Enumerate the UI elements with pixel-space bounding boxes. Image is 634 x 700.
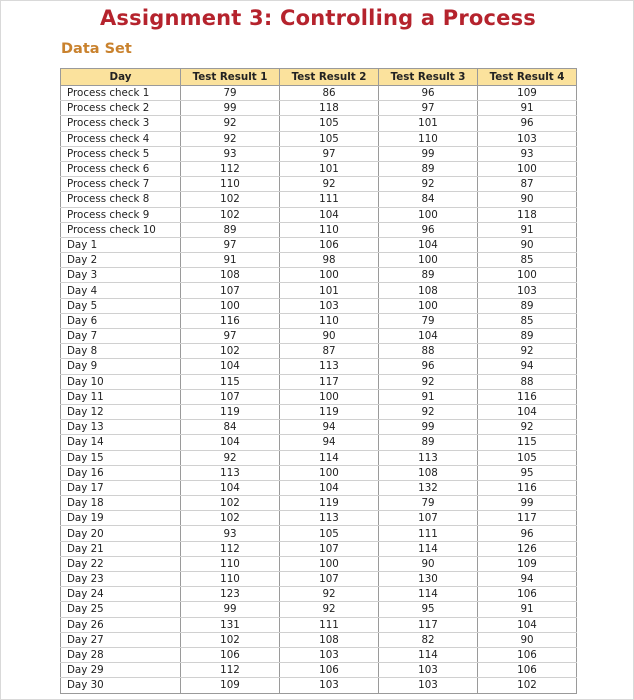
- test-result-1-cell: 97: [181, 237, 280, 252]
- test-result-1-cell: 113: [181, 465, 280, 480]
- test-result-1-cell: 109: [181, 678, 280, 693]
- test-result-2-cell: 105: [280, 131, 379, 146]
- table-row: [61, 222, 577, 237]
- test-result-2-cell: 100: [280, 556, 379, 571]
- table-row: [61, 298, 577, 313]
- test-result-3-cell: 114: [379, 587, 478, 602]
- test-result-3-cell: 111: [379, 526, 478, 541]
- test-result-2-cell: 107: [280, 541, 379, 556]
- test-result-4-cell: 94: [478, 572, 577, 587]
- table-row: [61, 511, 577, 526]
- table-row: [61, 268, 577, 283]
- test-result-2-cell: 106: [280, 663, 379, 678]
- test-result-2-cell: 106: [280, 237, 379, 252]
- test-result-4-cell: 91: [478, 602, 577, 617]
- test-result-4-cell: 85: [478, 313, 577, 328]
- test-result-4-cell: 85: [478, 253, 577, 268]
- table-row: [61, 146, 577, 161]
- table-row: [61, 389, 577, 404]
- test-result-2-cell: 118: [280, 101, 379, 116]
- test-result-1-cell: 93: [181, 146, 280, 161]
- test-result-3-cell: 114: [379, 541, 478, 556]
- test-result-4-cell: 115: [478, 435, 577, 450]
- test-result-3-cell: 79: [379, 313, 478, 328]
- test-result-2-cell: 114: [280, 450, 379, 465]
- table-row: [61, 313, 577, 328]
- test-result-1-cell: 116: [181, 313, 280, 328]
- test-result-3-cell: 96: [379, 359, 478, 374]
- day-cell: Day 6: [61, 313, 181, 328]
- test-result-1-cell: 104: [181, 435, 280, 450]
- test-result-1-cell: 106: [181, 647, 280, 662]
- test-result-1-cell: 123: [181, 587, 280, 602]
- test-result-4-cell: 118: [478, 207, 577, 222]
- table-header-row: [61, 69, 577, 86]
- test-result-1-cell: 91: [181, 253, 280, 268]
- test-result-2-cell: 97: [280, 146, 379, 161]
- day-cell: Day 24: [61, 587, 181, 602]
- test-result-3-cell: 103: [379, 663, 478, 678]
- header-test-result-4: Test Result 4: [478, 69, 577, 86]
- day-cell: Day 29: [61, 663, 181, 678]
- table-row: [61, 480, 577, 495]
- test-result-4-cell: 100: [478, 161, 577, 176]
- test-result-2-cell: 113: [280, 511, 379, 526]
- test-result-3-cell: 79: [379, 496, 478, 511]
- test-result-2-cell: 94: [280, 435, 379, 450]
- test-result-1-cell: 110: [181, 177, 280, 192]
- table-row: [61, 86, 577, 101]
- day-cell: Day 18: [61, 496, 181, 511]
- test-result-3-cell: 88: [379, 344, 478, 359]
- test-result-2-cell: 92: [280, 602, 379, 617]
- table-row: [61, 207, 577, 222]
- test-result-4-cell: 94: [478, 359, 577, 374]
- day-cell: Day 16: [61, 465, 181, 480]
- table-row: [61, 541, 577, 556]
- test-result-2-cell: 98: [280, 253, 379, 268]
- test-result-2-cell: 100: [280, 268, 379, 283]
- test-result-2-cell: 100: [280, 389, 379, 404]
- test-result-1-cell: 108: [181, 268, 280, 283]
- data-table: [60, 68, 577, 694]
- test-result-4-cell: 96: [478, 526, 577, 541]
- test-result-1-cell: 102: [181, 207, 280, 222]
- table-row: [61, 374, 577, 389]
- test-result-2-cell: 119: [280, 496, 379, 511]
- test-result-1-cell: 131: [181, 617, 280, 632]
- day-cell: Day 26: [61, 617, 181, 632]
- test-result-2-cell: 111: [280, 192, 379, 207]
- day-cell: Process check 3: [61, 116, 181, 131]
- test-result-3-cell: 110: [379, 131, 478, 146]
- test-result-3-cell: 91: [379, 389, 478, 404]
- test-result-2-cell: 105: [280, 116, 379, 131]
- test-result-4-cell: 91: [478, 101, 577, 116]
- day-cell: Day 5: [61, 298, 181, 313]
- test-result-2-cell: 86: [280, 86, 379, 101]
- test-result-2-cell: 101: [280, 161, 379, 176]
- test-result-4-cell: 93: [478, 146, 577, 161]
- test-result-2-cell: 108: [280, 632, 379, 647]
- test-result-3-cell: 92: [379, 374, 478, 389]
- test-result-4-cell: 103: [478, 283, 577, 298]
- day-cell: Day 22: [61, 556, 181, 571]
- test-result-2-cell: 103: [280, 647, 379, 662]
- table-row: [61, 420, 577, 435]
- table-row: [61, 161, 577, 176]
- day-cell: Day 3: [61, 268, 181, 283]
- day-cell: Day 17: [61, 480, 181, 495]
- table-row: [61, 587, 577, 602]
- test-result-2-cell: 104: [280, 207, 379, 222]
- day-cell: Day 13: [61, 420, 181, 435]
- section-heading: Data Set: [61, 41, 132, 57]
- test-result-4-cell: 116: [478, 389, 577, 404]
- table-row: [61, 101, 577, 116]
- table-row: [61, 329, 577, 344]
- test-result-4-cell: 91: [478, 222, 577, 237]
- test-result-4-cell: 105: [478, 450, 577, 465]
- header-test-result-1: Test Result 1: [181, 69, 280, 86]
- test-result-3-cell: 101: [379, 116, 478, 131]
- test-result-4-cell: 116: [478, 480, 577, 495]
- test-result-2-cell: 101: [280, 283, 379, 298]
- test-result-4-cell: 117: [478, 511, 577, 526]
- test-result-3-cell: 92: [379, 404, 478, 419]
- table-row: [61, 359, 577, 374]
- day-cell: Day 14: [61, 435, 181, 450]
- table-row: [61, 450, 577, 465]
- day-cell: Day 30: [61, 678, 181, 693]
- test-result-4-cell: 109: [478, 86, 577, 101]
- test-result-4-cell: 109: [478, 556, 577, 571]
- test-result-1-cell: 102: [181, 344, 280, 359]
- test-result-1-cell: 119: [181, 404, 280, 419]
- test-result-2-cell: 90: [280, 329, 379, 344]
- table-row: [61, 465, 577, 480]
- test-result-3-cell: 117: [379, 617, 478, 632]
- day-cell: Day 2: [61, 253, 181, 268]
- test-result-4-cell: 103: [478, 131, 577, 146]
- test-result-4-cell: 89: [478, 298, 577, 313]
- test-result-4-cell: 106: [478, 647, 577, 662]
- test-result-1-cell: 112: [181, 161, 280, 176]
- test-result-3-cell: 130: [379, 572, 478, 587]
- test-result-1-cell: 99: [181, 101, 280, 116]
- test-result-3-cell: 103: [379, 678, 478, 693]
- test-result-3-cell: 82: [379, 632, 478, 647]
- test-result-4-cell: 87: [478, 177, 577, 192]
- day-cell: Process check 1: [61, 86, 181, 101]
- test-result-3-cell: 100: [379, 207, 478, 222]
- test-result-2-cell: 107: [280, 572, 379, 587]
- table-row: [61, 647, 577, 662]
- header-day: Day: [61, 69, 181, 86]
- day-cell: Process check 8: [61, 192, 181, 207]
- test-result-2-cell: 103: [280, 678, 379, 693]
- test-result-3-cell: 89: [379, 435, 478, 450]
- test-result-4-cell: 96: [478, 116, 577, 131]
- test-result-3-cell: 96: [379, 86, 478, 101]
- day-cell: Process check 9: [61, 207, 181, 222]
- test-result-2-cell: 110: [280, 313, 379, 328]
- day-cell: Day 23: [61, 572, 181, 587]
- day-cell: Day 19: [61, 511, 181, 526]
- test-result-1-cell: 97: [181, 329, 280, 344]
- test-result-2-cell: 103: [280, 298, 379, 313]
- table-row: [61, 253, 577, 268]
- test-result-3-cell: 132: [379, 480, 478, 495]
- test-result-1-cell: 104: [181, 359, 280, 374]
- test-result-1-cell: 104: [181, 480, 280, 495]
- test-result-4-cell: 106: [478, 663, 577, 678]
- test-result-2-cell: 92: [280, 177, 379, 192]
- table-row: [61, 556, 577, 571]
- test-result-4-cell: 92: [478, 344, 577, 359]
- test-result-1-cell: 92: [181, 131, 280, 146]
- table-row: [61, 192, 577, 207]
- test-result-4-cell: 90: [478, 192, 577, 207]
- test-result-3-cell: 96: [379, 222, 478, 237]
- table-row: [61, 283, 577, 298]
- test-result-1-cell: 110: [181, 572, 280, 587]
- test-result-3-cell: 104: [379, 329, 478, 344]
- table-body: [61, 86, 577, 694]
- test-result-1-cell: 107: [181, 283, 280, 298]
- test-result-1-cell: 102: [181, 632, 280, 647]
- table-row: [61, 617, 577, 632]
- day-cell: Day 12: [61, 404, 181, 419]
- test-result-1-cell: 89: [181, 222, 280, 237]
- day-cell: Day 28: [61, 647, 181, 662]
- day-cell: Process check 2: [61, 101, 181, 116]
- table-row: [61, 526, 577, 541]
- test-result-2-cell: 111: [280, 617, 379, 632]
- test-result-1-cell: 110: [181, 556, 280, 571]
- test-result-2-cell: 87: [280, 344, 379, 359]
- test-result-1-cell: 115: [181, 374, 280, 389]
- test-result-3-cell: 107: [379, 511, 478, 526]
- test-result-2-cell: 104: [280, 480, 379, 495]
- table-row: [61, 177, 577, 192]
- day-cell: Day 1: [61, 237, 181, 252]
- test-result-4-cell: 126: [478, 541, 577, 556]
- page-title: Assignment 3: Controlling a Process: [99, 6, 537, 30]
- test-result-1-cell: 99: [181, 602, 280, 617]
- day-cell: Day 25: [61, 602, 181, 617]
- test-result-2-cell: 110: [280, 222, 379, 237]
- day-cell: Day 27: [61, 632, 181, 647]
- test-result-4-cell: 104: [478, 404, 577, 419]
- test-result-4-cell: 106: [478, 587, 577, 602]
- test-result-3-cell: 84: [379, 192, 478, 207]
- test-result-4-cell: 92: [478, 420, 577, 435]
- test-result-1-cell: 92: [181, 116, 280, 131]
- test-result-3-cell: 95: [379, 602, 478, 617]
- test-result-4-cell: 90: [478, 237, 577, 252]
- test-result-4-cell: 89: [478, 329, 577, 344]
- day-cell: Process check 7: [61, 177, 181, 192]
- test-result-1-cell: 102: [181, 511, 280, 526]
- test-result-2-cell: 92: [280, 587, 379, 602]
- test-result-3-cell: 108: [379, 283, 478, 298]
- table-row: [61, 116, 577, 131]
- table-row: [61, 435, 577, 450]
- test-result-3-cell: 99: [379, 146, 478, 161]
- day-cell: Day 15: [61, 450, 181, 465]
- test-result-4-cell: 104: [478, 617, 577, 632]
- test-result-4-cell: 102: [478, 678, 577, 693]
- test-result-2-cell: 94: [280, 420, 379, 435]
- test-result-1-cell: 93: [181, 526, 280, 541]
- test-result-1-cell: 84: [181, 420, 280, 435]
- test-result-4-cell: 100: [478, 268, 577, 283]
- test-result-2-cell: 113: [280, 359, 379, 374]
- test-result-1-cell: 100: [181, 298, 280, 313]
- day-cell: Process check 5: [61, 146, 181, 161]
- test-result-4-cell: 88: [478, 374, 577, 389]
- test-result-3-cell: 114: [379, 647, 478, 662]
- test-result-3-cell: 92: [379, 177, 478, 192]
- test-result-1-cell: 79: [181, 86, 280, 101]
- table-row: [61, 678, 577, 693]
- test-result-3-cell: 89: [379, 161, 478, 176]
- test-result-1-cell: 112: [181, 663, 280, 678]
- day-cell: Process check 10: [61, 222, 181, 237]
- test-result-3-cell: 108: [379, 465, 478, 480]
- day-cell: Day 7: [61, 329, 181, 344]
- table-row: [61, 572, 577, 587]
- day-cell: Day 21: [61, 541, 181, 556]
- day-cell: Process check 4: [61, 131, 181, 146]
- table-row: [61, 496, 577, 511]
- test-result-3-cell: 100: [379, 298, 478, 313]
- test-result-1-cell: 92: [181, 450, 280, 465]
- test-result-2-cell: 100: [280, 465, 379, 480]
- day-cell: Process check 6: [61, 161, 181, 176]
- test-result-1-cell: 107: [181, 389, 280, 404]
- table-row: [61, 663, 577, 678]
- day-cell: Day 4: [61, 283, 181, 298]
- test-result-2-cell: 119: [280, 404, 379, 419]
- test-result-3-cell: 100: [379, 253, 478, 268]
- test-result-4-cell: 99: [478, 496, 577, 511]
- table-row: [61, 632, 577, 647]
- test-result-3-cell: 99: [379, 420, 478, 435]
- day-cell: Day 9: [61, 359, 181, 374]
- day-cell: Day 8: [61, 344, 181, 359]
- test-result-1-cell: 102: [181, 496, 280, 511]
- day-cell: Day 10: [61, 374, 181, 389]
- test-result-1-cell: 112: [181, 541, 280, 556]
- test-result-3-cell: 90: [379, 556, 478, 571]
- day-cell: Day 11: [61, 389, 181, 404]
- header-test-result-2: Test Result 2: [280, 69, 379, 86]
- table-row: [61, 237, 577, 252]
- test-result-4-cell: 95: [478, 465, 577, 480]
- header-test-result-3: Test Result 3: [379, 69, 478, 86]
- table-row: [61, 404, 577, 419]
- test-result-2-cell: 117: [280, 374, 379, 389]
- test-result-3-cell: 97: [379, 101, 478, 116]
- test-result-3-cell: 89: [379, 268, 478, 283]
- test-result-2-cell: 105: [280, 526, 379, 541]
- test-result-3-cell: 113: [379, 450, 478, 465]
- test-result-4-cell: 90: [478, 632, 577, 647]
- table-row: [61, 131, 577, 146]
- table-row: [61, 344, 577, 359]
- test-result-3-cell: 104: [379, 237, 478, 252]
- table-row: [61, 602, 577, 617]
- day-cell: Day 20: [61, 526, 181, 541]
- test-result-1-cell: 102: [181, 192, 280, 207]
